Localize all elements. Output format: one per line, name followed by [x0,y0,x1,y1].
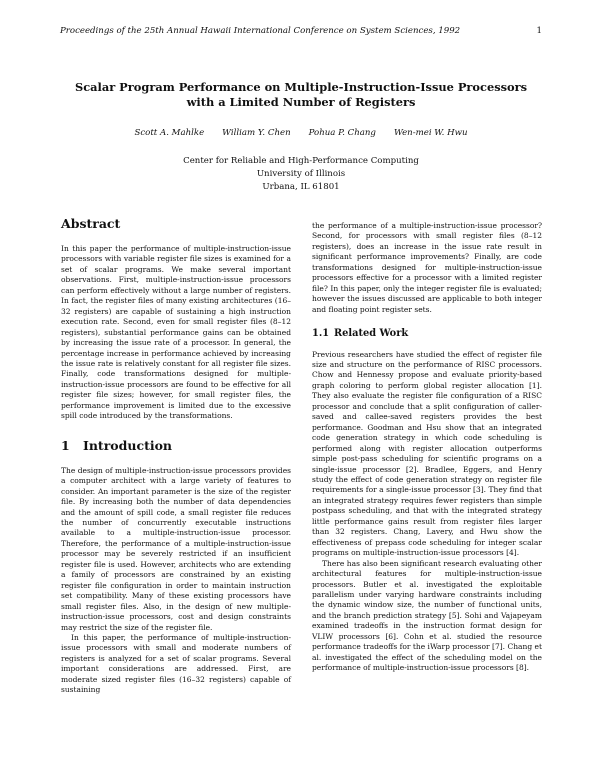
author-name: Pohua P. Chang [308,128,376,138]
related-work-heading [312,329,542,339]
intro-paragraph-2: In this paper, the performance of multiple-instruction-issue processors with small and moderate numbers of registers is analyzed for a set of scalar programs. Several important considerations are addressed. First, are moderate sized register files (16–32 registers) capable of sustaining [61,632,291,695]
intro-continuation: the performance of a multiple-instruction-issue processor? Second, for processors with small register files (8–12 registers), does an increase in the issue rate result in significant performance improvements? Finally, are code transformations designed for multiple-instruction-issue processors effective for a processor with a limited register file? In this paper, only the integer register file is evaluated; however the issues discussed are applicable to both integer and floating point register sets. [312,221,542,314]
paper-title [60,80,542,110]
abstract-text: In this paper the performance of multiple-instruction-issue processors with variable register file sizes is examined for a set of scalar programs. We make several important observations. First, multiple-instruction-issue processors can perform effectively without a large number of registers. In fact, the register files of many existing architectures (16–32 registers) are capable of sustaining a high instruction execution rate. Second, even for small register files (8–12 registers), substantial performance gains can be obtained by increasing the issue rate of a processor. In general, the percentage increase in performance achieved by increasing the issue rate is relatively constant for all register file sizes. Finally, code transformations designed for multiple-instruction-issue processors are found to be effective for all register file sizes; however, for small register files, the performance improvement is limited due to the excessive spill code introduced by the transformations. [61,244,291,421]
section-title: Introduction [83,437,173,453]
left-column [61,216,291,696]
subsection-number: 1.1 [312,328,330,340]
subsection-title: Related Work [334,328,409,340]
running-title: Proceedings of the 25th Annual Hawaii International Conference on System Sciences, 1992 [60,26,461,36]
introduction-heading [61,438,291,454]
abstract-heading: Abstract [61,216,121,231]
author-list [60,128,542,138]
author-name: William Y. Chen [222,128,291,138]
affiliation-line-2: University of Illinois [256,169,346,179]
intro-paragraph-1: The design of multiple-instruction-issue processors provides a computer architect with a large variety of features to consider. An important parameter is the size of the register file. By increasing both the number of data dependencies and the amount of spill code, a small register file reduces the number of concurrently executable instructions available to a multiple-instruction-issue processor. Therefore, the performance of a multiple-instruction-issue processor may be severely restricted if an insufficient register file is used. However, architects who are extending a family of processors are constrained by an existing register file configuration in order to maintain instruction set compatibility. Many of these existing processors have small register files. Also, in the design of new multiple-instruction-issue processors, cost and design constraints may restrict the size of the register file. [61,465,291,632]
related-paragraph-1: Previous researchers have studied the effect of register file size and structure on the performance of RISC processors. Chow and Hennessy propose and evaluate priority-based graph coloring to perform global register allocation [1]. They also evaluate the register file configuration of a RISC processor and conclude that a split configuration of caller-saved and callee-saved registers provides the best performance. Goodman and Hsu show that an integrated code generation strategy in which code scheduling is performed along with register allocation outperforms simple post-pass scheduling for scientific programs on a single-issue processor [2]. Bradlee, Eggers, and Henry study the effect of code generation strategy on register file requirements for a single-issue processor [3]. They find that an integrated strategy requires fewer registers than simple postpass scheduling, and that with the integrated strategy little performance gains result from register files larger than 32 registers. Chang, Lavery, and Hwu show the effectiveness of prepass code scheduling for integer scalar programs on multiple-instruction-issue processors [4]. [312,349,542,558]
right-column [312,221,542,674]
affiliation-line-3: Urbana, IL 61801 [262,182,340,192]
affiliation [60,155,542,194]
page-number: 1 [536,26,542,36]
related-paragraph-2: There has also been significant research evaluating other architectural features for multiple-instruction-issue processors. Butler et al. investigated the exploitable parallelism under varying hardware constraints including the dynamic window size, the number of functional units, and the branch prediction strategy [5]. Sohi and Vajapeyam examined tradeoffs in the instruction format design for VLIW processors [6]. Cohn et al. studied the resource performance tradeoffs for the iWarp processor [7]. Chang et al. investigated the effect of the scheduling model on the performance of multiple-instruction-issue processors [8]. [312,558,542,673]
title-line-1: Scalar Program Performance on Multiple-Instruction-Issue Processors [74,80,528,94]
running-header [60,26,542,36]
title-line-2: with a Limited Number of Registers [186,95,416,109]
affiliation-line-1: Center for Reliable and High-Performance Computing [183,156,419,166]
author-name: Wen-mei W. Hwu [393,128,468,138]
section-number: 1 [61,437,70,453]
author-name: Scott A. Mahlke [134,128,205,138]
